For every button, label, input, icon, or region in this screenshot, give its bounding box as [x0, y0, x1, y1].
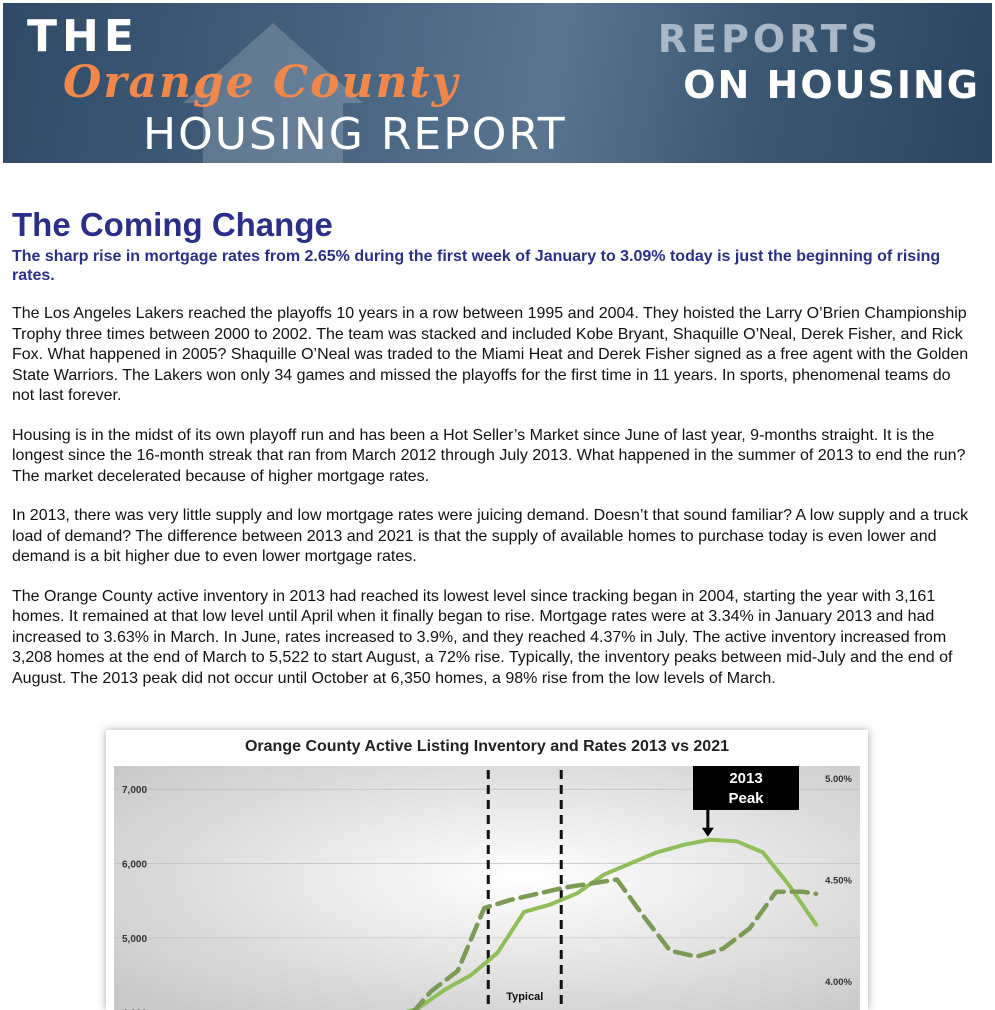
masthead-orange-county: Orange County	[63, 57, 459, 108]
y-left-tick-label: 7,000	[122, 785, 147, 796]
y-left-tick-label: 5,000	[122, 934, 147, 945]
y-right-tick-label: 4.00%	[825, 977, 852, 988]
y-right-tick-label: 4.50%	[825, 876, 852, 887]
peak-annotation-text: Peak	[728, 790, 764, 807]
masthead-banner	[3, 3, 992, 163]
masthead-housing-report: HOUSING REPORT	[143, 109, 567, 160]
chart-canvas	[106, 730, 868, 1010]
article-subtitle: The sharp rise in mortgage rates from 2.65% during the first week of January to 3.09% today is just the beginning of rising rates.	[12, 247, 977, 285]
article-title: The Coming Change	[12, 205, 977, 245]
article-paragraph: The Los Angeles Lakers reached the playoffs 10 years in a row between 1995 and 2004. They hoisted the Larry O’Brien Championship Trophy three times between 2000 to 2002. The team was stacked and included Kobe Bryant, Shaquille O’Neal, Derek Fisher, and Rick Fox. What happened in 2005? Shaquille O’Neal was traded to the Miami Heat and Derek Fisher signed as a free agent with the Golden State Warriors. The Lakers won only 34 games and missed the playoffs for the first time in 11 years. In sports, phenomenal teams do not last forever.	[12, 304, 977, 407]
reports-label: REPORTS	[658, 17, 882, 61]
chart-title: Orange County Active Listing Inventory and Rates 2013 vs 2021	[106, 738, 868, 756]
inventory-rates-chart	[106, 730, 868, 1010]
article-paragraph: The Orange County active inventory in 2013 had reached its lowest level since tracking began in 2004, starting the year with 3,161 homes. It remained at that low level until April when it finally began to rise. Mortgage rates were at 3.34% in January 2013 and had increased to 3.63% in March. In June, rates increased to 3.9%, and they reached 4.37% in July. The active inventory increased from 3,208 homes at the end of March to 5,522 to start August, a 72% rise. Typically, the inventory peaks between mid-July and the end of August. The 2013 peak did not occur until October at 6,350 homes, a 98% rise from the low levels of March.	[12, 587, 977, 690]
on-housing-label: ON HOUSING	[683, 63, 980, 107]
article-paragraph: Housing is in the midst of its own playoff run and has been a Hot Seller’s Market since June of last year, 9-months straight. It is the longest since the 16-month streak that ran from March 2012 through July 2013. What happened in the summer of 2013 to end the run? The market decelerated because of higher mortgage rates.	[12, 426, 977, 488]
peak-annotation-text: 2013	[729, 770, 762, 787]
article-paragraph: In 2013, there was very little supply and low mortgage rates were juicing demand. Doesn’t that sound familiar? A low supply and a truck load of demand? The difference between 2013 and 2021 is that the supply of available homes to purchase today is even lower and demand is a bit higher due to even lower mortgage rates.	[12, 506, 977, 568]
masthead-the: THE	[27, 11, 139, 62]
y-left-tick-label: 6,000	[122, 860, 147, 871]
band-label: Typical	[506, 991, 543, 1003]
y-right-tick-label: 5.00%	[825, 774, 852, 785]
article	[12, 205, 977, 689]
